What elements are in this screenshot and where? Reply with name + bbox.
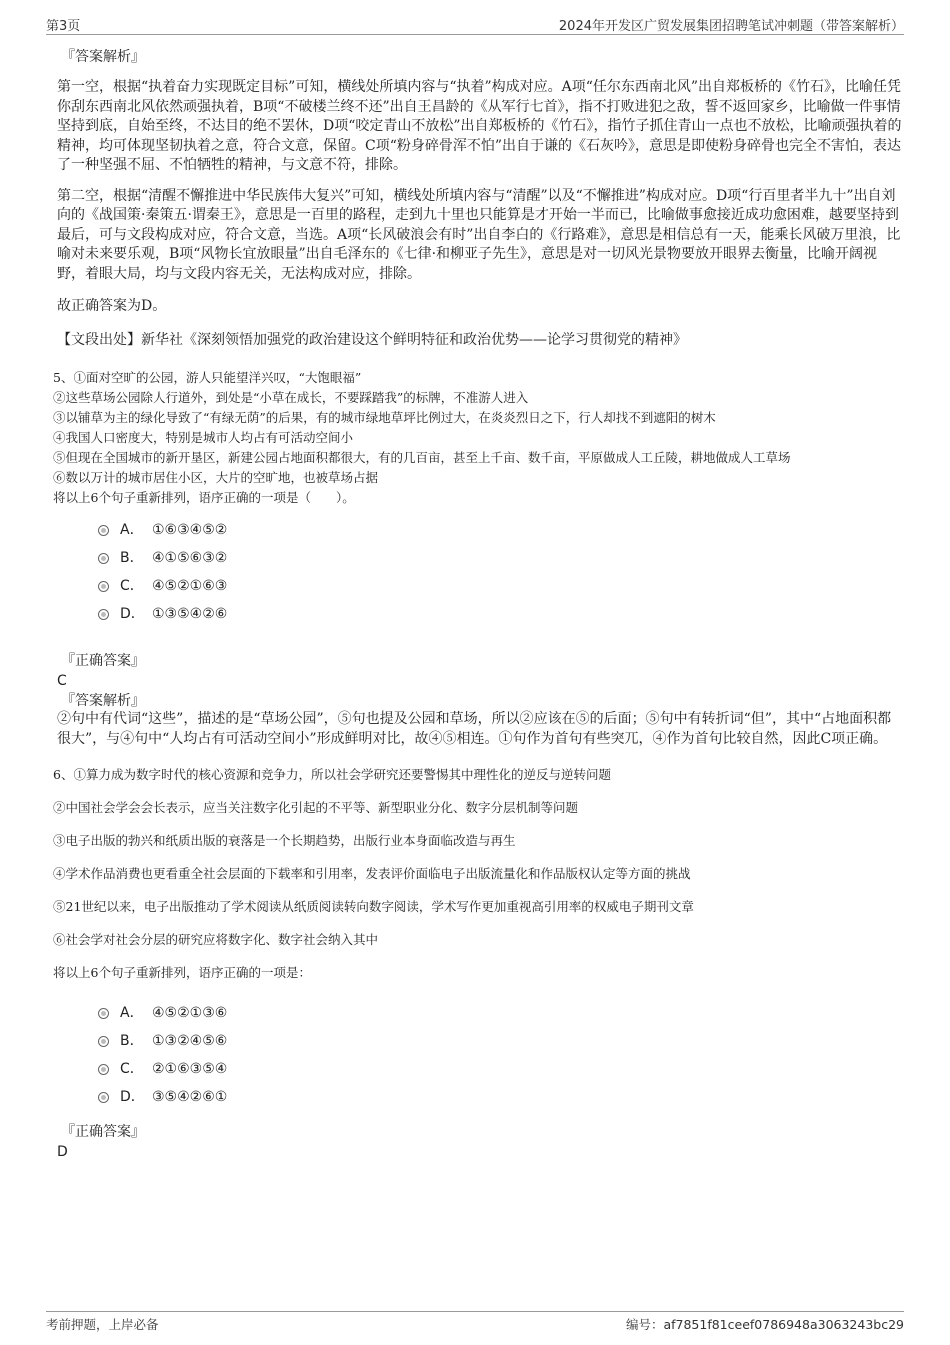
q6-option-c[interactable]: C． ②①⑥③⑤④ — [57, 1059, 904, 1087]
page-content — [53, 48, 904, 1161]
radio-icon[interactable] — [98, 1036, 109, 1047]
document-title: 2024年开发区广贸发展集团招聘笔试冲刺题（带答案解析） — [558, 19, 904, 34]
q6-sentence-3: ③电子出版的勃兴和纸质出版的衰落是一个长期趋势，出版行业本身面临改造与再生 — [53, 833, 516, 848]
page-footer — [46, 1311, 904, 1332]
q5-answer-heading: 『正确答案』 — [61, 653, 145, 669]
q6-sentence-1: 6、①算力成为数字时代的核心资源和竞争力，所以社会学研究还要警惕其中理性化的逆反与逆转问题 — [53, 767, 611, 782]
radio-icon[interactable] — [98, 1092, 109, 1103]
q5-sentence-5: ⑤但现在全国城市的新开垦区，新建公园占地面积都很大，有的几百亩，甚至上千亩、数千亩，平原做成人工丘陵，耕地做成人工草场 — [53, 450, 791, 465]
q5-options — [57, 520, 904, 632]
q6-option-d[interactable]: D． ③⑤④②⑥① — [57, 1087, 904, 1115]
radio-icon[interactable] — [98, 1064, 109, 1075]
q4-conclusion: 故正确答案为D。 — [57, 298, 167, 314]
q5-analysis: ②句中有代词“这些”，描述的是“草场公园”，⑤句也提及公园和草场，所以②应该在⑤的后面；⑤句中有转折词“但”，其中“占地面积都很大”，与④句中“人均占有可活动空间小”形成鲜明对比，故④⑤相连。①句作为首句有些突兀，④作为首句比较自然，因此C项正确。 — [57, 711, 892, 747]
q5-option-c[interactable]: C． ④⑤②①⑥③ — [57, 576, 904, 604]
radio-icon[interactable] — [98, 1008, 109, 1019]
page-number: 第3页 — [46, 19, 81, 34]
q6-sentence-5: ⑤21世纪以来，电子出版推动了学术阅读从纸质阅读转向数字阅读，学术写作更加重视高引用率的权威电子期刊文章 — [53, 899, 694, 914]
q4-analysis-para1: 第一空，根据“执着奋力实现既定目标”可知，横线处所填内容与“执着”构成对应。A项“任尔东西南北风”出自郑板桥的《竹石》，比喻任凭你刮东西南北风依然顽强执着，B项“不破楼兰终不还”出自王昌龄的《从军行七首》，指不打败进犯之敌，誓不返回家乡，比喻做一件事情坚持到底，自始至终，不达目的绝不罢休，D项“咬定青山不放松”出自郑板桥的《竹石》，指竹子抓住青山一点也不放松，比喻顽强执着的精神，均可体现坚韧执着之意，符合文意，保留。C项“粉身碎骨浑不怕”出自于谦的《石灰吟》，意思是即使粉身碎骨也完全不害怕，表达了一种坚强不屈、不怕牺牲的精神，与文意不符，排除。 — [57, 79, 902, 173]
page-header — [46, 14, 904, 35]
q5-instruction: 将以上6个句子重新排列，语序正确的一项是（ ）。 — [53, 490, 355, 505]
q4-analysis-para2: 第二空，根据“清醒不懈推进中华民族伟大复兴”可知，横线处所填内容与“清醒”以及“不懈推进”构成对应。D项“行百里者半九十”出自刘向的《战国策·秦策五·谓秦王》，意思是一百里的路程，走到九十里也只能算是才开始一半而已，比喻做事愈接近成功愈困难，越要坚持到最后，可与文段构成对应，符合文意，当选。A项“长风破浪会有时”出自李白的《行路难》，意思是相信总有一天，能乘长风破万里浪，比喻对未来要乐观，B项“风物长宜放眼量”出自毛泽东的《七律·和柳亚子先生》，意思是对一切风光景物要放开眼界去衡量，比喻开阔视野，着眼大局，均与文段内容无关，无法构成对应，排除。 — [57, 187, 901, 282]
q4-source: 【文段出处】新华社《深刻领悟加强党的政治建设这个鲜明特征和政治优势——论学习贯彻党的精神》 — [57, 331, 687, 348]
q5-stem — [53, 368, 904, 508]
q5-sentence-1: 5、①面对空旷的公园，游人只能望洋兴叹，“大饱眼福” — [53, 370, 362, 385]
q6-sentence-2: ②中国社会学会会长表示，应当关注数字化引起的不平等、新型职业分化、数字分层机制等问题 — [53, 800, 579, 815]
footer-slogan: 考前押题，上岸必备 — [46, 1317, 159, 1332]
q5-answer: C — [57, 673, 67, 689]
radio-icon[interactable] — [98, 525, 109, 536]
radio-icon[interactable] — [98, 553, 109, 564]
footer-serial: 编号：af7851f81ceef0786948a3063243bc29 — [625, 1317, 904, 1332]
q5-option-d[interactable]: D． ①③⑤④②⑥ — [57, 604, 904, 632]
q4-analysis-heading: 『答案解析』 — [61, 49, 145, 65]
radio-icon[interactable] — [98, 609, 109, 620]
q6-option-b[interactable]: B． ①③②④⑤⑥ — [57, 1031, 904, 1059]
q6-answer-heading: 『正确答案』 — [61, 1124, 145, 1140]
q5-option-a[interactable]: A． ①⑥③④⑤② — [57, 520, 904, 548]
q6-options — [57, 1003, 904, 1115]
q6-sentence-6: ⑥社会学对社会分层的研究应将数字化、数字社会纳入其中 — [53, 932, 379, 947]
q6-stem — [53, 765, 904, 983]
q5-sentence-4: ④我国人口密度大，特别是城市人均占有可活动空间小 — [53, 430, 354, 445]
q5-analysis-heading: 『答案解析』 — [61, 693, 145, 709]
q6-option-a[interactable]: A． ④⑤②①③⑥ — [57, 1003, 904, 1031]
q6-sentence-4: ④学术作品消费也更看重全社会层面的下载率和引用率，发表评价面临电子出版流量化和作品版权认定等方面的挑战 — [53, 866, 691, 881]
radio-icon[interactable] — [98, 581, 109, 592]
q5-option-b[interactable]: B． ④①⑤⑥③② — [57, 548, 904, 576]
q6-answer: D — [57, 1144, 68, 1160]
q5-sentence-6: ⑥数以万计的城市居住小区，大片的空旷地，也被草场占据 — [53, 470, 379, 485]
q5-sentence-2: ②这些草场公园除人行道外，到处是“小草在成长，不要踩踏我”的标牌，不准游人进入 — [53, 390, 529, 405]
q6-instruction: 将以上6个句子重新排列，语序正确的一项是： — [53, 965, 311, 980]
q5-sentence-3: ③以铺草为主的绿化导致了“有绿无荫”的后果，有的城市绿地草坪比例过大，在炎炎烈日之下，行人却找不到遮阳的树木 — [53, 410, 716, 425]
